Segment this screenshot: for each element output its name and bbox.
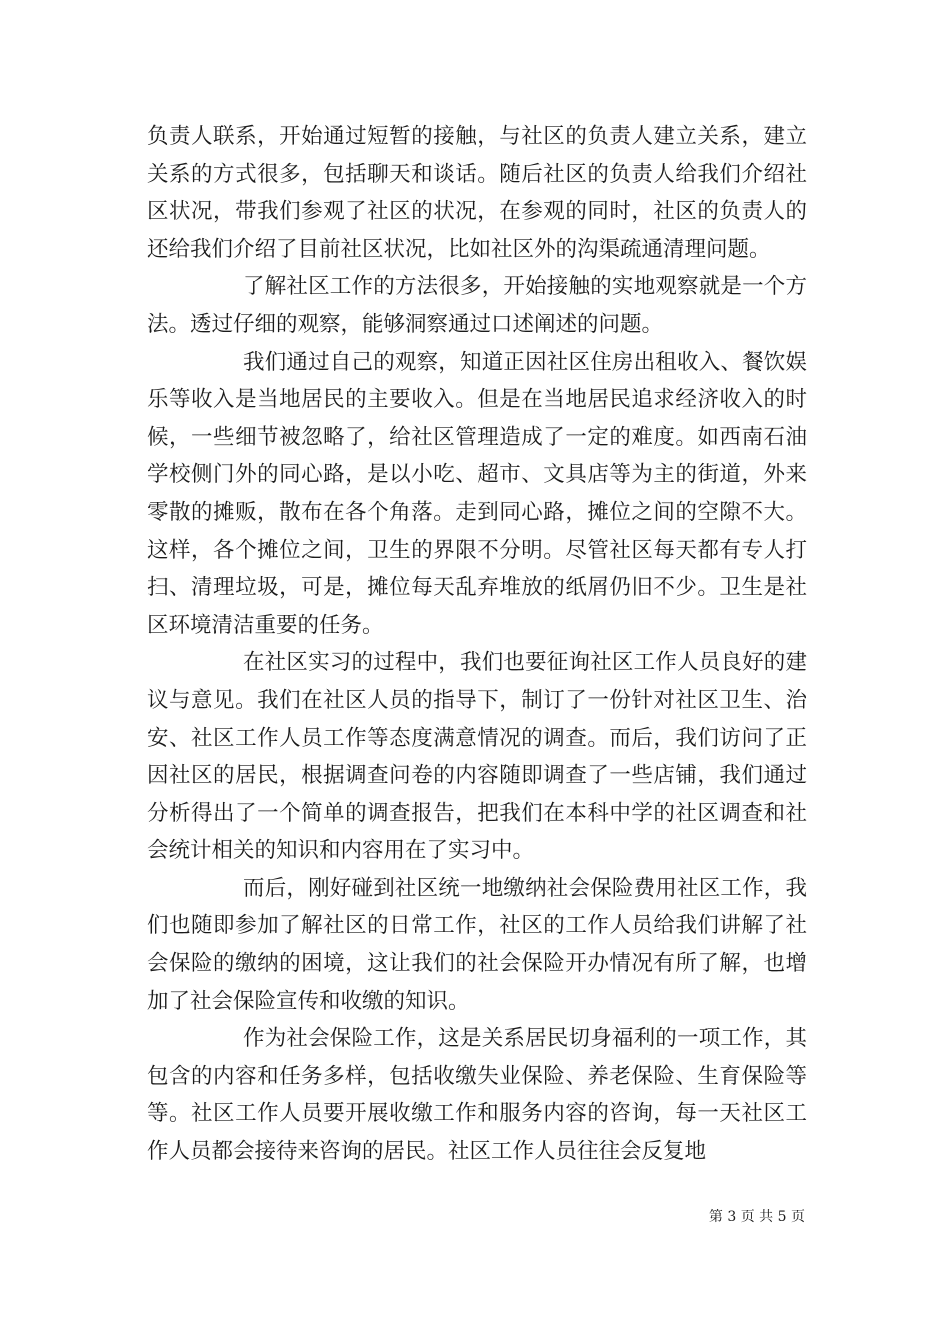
paragraph-6: 作为社会保险工作，这是关系居民切身福利的一项工作，其包含的内容和任务多样，包括收缴失业保险、养老保险、生育保险等等。社区工作人员要开展收缴工作和服务内容的咨询，每一天社区工作人员都会接待来咨询的居民。社区工作人员往往会反复地: [147, 1026, 807, 1165]
paragraph-2: 了解社区工作的方法很多，开始接触的实地观察就是一个方法。透过仔细的观察，能够洞察通过口述阐述的问题。: [147, 274, 807, 337]
paragraph-1: 负责人联系，开始通过短暂的接触，与社区的负责人建立关系，建立关系的方式很多，包括聊天和谈话。随后社区的负责人给我们介绍社区状况，带我们参观了社区的状况，在参观的同时，社区的负责人的还给我们介绍了目前社区状况，比如社区外的沟渠疏通清理问题。: [147, 124, 807, 262]
paragraph-5: 而后，刚好碰到社区统一地缴纳社会保险费用社区工作，我们也随即参加了解社区的日常工作，社区的工作人员给我们讲解了社会保险的缴纳的困境，这让我们的社会保险开办情况有所了解，也增加了社会保险宣传和收缴的知识。: [147, 875, 807, 1014]
page-body: [147, 118, 807, 1171]
paragraph-3: 我们通过自己的观察，知道正因社区住房出租收入、餐饮娱乐等收入是当地居民的主要收入。但是在当地居民追求经济收入的时候，一些细节被忽略了，给社区管理造成了一定的难度。如西南石油学校侧门外的同心路，是以小吃、超市、文具店等为主的街道，外来零散的摊贩，散布在各个角落。走到同心路，摊位之间的空隙不大。这样，各个摊位之间，卫生的界限不分明。尽管社区每天都有专人打扫、清理垃圾，可是，摊位每天乱弃堆放的纸屑仍旧不少。卫生是社区环境清洁重要的任务。: [147, 349, 807, 638]
paragraph-4: 在社区实习的过程中，我们也要征询社区工作人员良好的建议与意见。我们在社区人员的指导下，制订了一份针对社区卫生、治安、社区工作人员工作等态度满意情况的调查。而后，我们访问了正因社区的居民，根据调查问卷的内容随即调查了一些店铺，我们通过分析得出了一个简单的调查报告，把我们在本科中学的社区调查和社会统计相关的知识和内容用在了实习中。: [147, 650, 807, 864]
page-number-footer: 第 3 页 共 5 页: [708, 1209, 805, 1225]
